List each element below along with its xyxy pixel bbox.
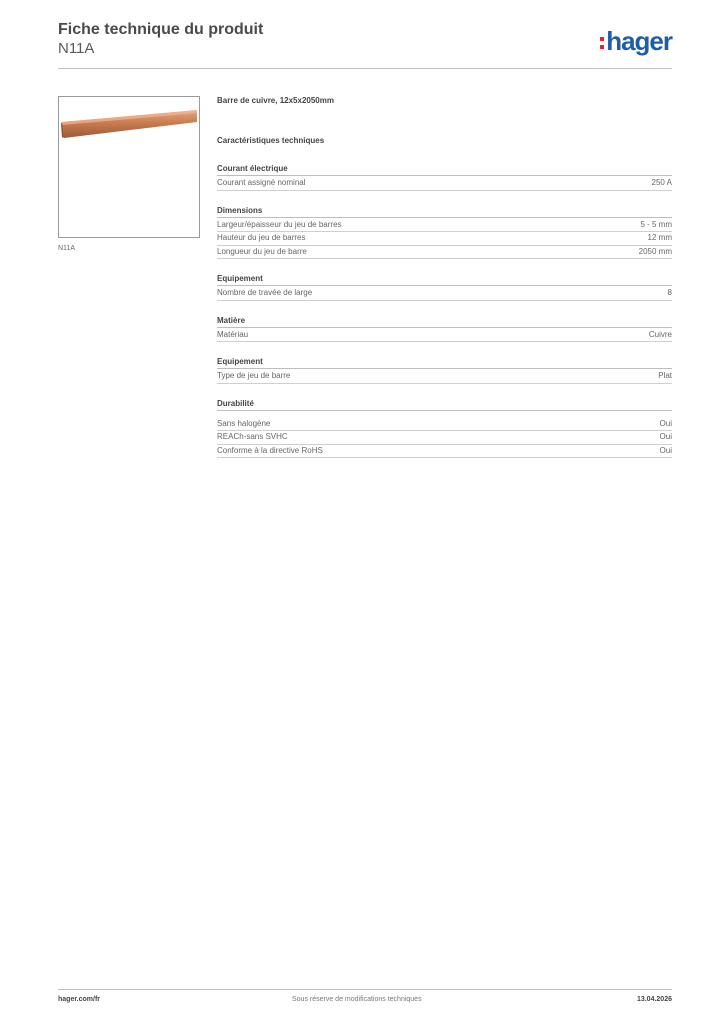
section-title: Courant électrique — [217, 163, 672, 176]
product-name: Barre de cuivre, 12x5x2050mm — [217, 96, 334, 105]
spec-value: Oui — [659, 432, 672, 441]
section-title: Dimensions — [217, 205, 672, 218]
footer-website-link[interactable]: hager.com/fr — [58, 996, 101, 1003]
spec-row — [217, 287, 672, 301]
spec-value: 8 — [667, 288, 672, 297]
spec-row — [217, 329, 672, 343]
spec-label: Courant assigné nominal — [217, 178, 306, 187]
spec-section-matiere — [217, 315, 672, 343]
footer-divider — [58, 989, 672, 990]
copper-bar-icon — [59, 97, 199, 237]
section-title: Matière — [217, 315, 672, 328]
logo-colon-mark — [600, 37, 604, 49]
spec-label: Nombre de travée de large — [217, 288, 313, 297]
section-title: Equipement — [217, 273, 672, 286]
hager-logo — [600, 28, 672, 54]
spec-row — [217, 370, 672, 384]
spec-value: Cuivre — [648, 329, 672, 339]
section-title: Equipement — [217, 356, 672, 369]
spec-label: Type de jeu de barre — [217, 371, 291, 380]
spec-value: 250 A — [651, 178, 672, 187]
spec-label: Conforme à la directive RoHS — [217, 445, 323, 455]
footer-date: 13.04.2026 — [636, 996, 672, 1003]
spec-row — [217, 418, 672, 432]
spec-row — [217, 219, 672, 233]
section-title: Durabilité — [217, 398, 672, 411]
tech-specs-heading: Caractéristiques techniques — [217, 136, 325, 145]
product-image — [58, 96, 200, 238]
spec-label: Matériau — [217, 329, 249, 339]
logo-wordmark: hager — [606, 26, 672, 56]
page-title: Fiche technique du produit — [58, 21, 264, 38]
spec-label: Largeur/épaisseur du jeu de barres — [217, 219, 342, 229]
spec-row — [217, 232, 672, 246]
spec-row — [217, 177, 672, 191]
spec-value: 12 mm — [647, 233, 672, 242]
spec-label: Sans halogène — [217, 418, 271, 428]
header-divider — [58, 68, 672, 69]
spec-section-equipement — [217, 273, 672, 301]
spec-label: REACh-sans SVHC — [217, 432, 288, 441]
spec-value: 2050 mm — [638, 246, 672, 256]
spec-section-dimensions — [217, 205, 672, 260]
spec-value: Oui — [659, 445, 672, 455]
page-header — [58, 20, 672, 58]
product-reference: N11A — [58, 40, 95, 57]
footer-notice: Sous réserve de modifications techniques — [292, 996, 422, 1003]
spec-row — [217, 246, 672, 260]
spec-value: 5 - 5 mm — [640, 219, 672, 229]
spec-label: Longueur du jeu de barre — [217, 246, 307, 256]
product-details — [217, 96, 672, 472]
spec-value: Oui — [659, 418, 672, 428]
spec-row — [217, 445, 672, 459]
image-caption: N11A — [58, 245, 75, 252]
spec-value: Plat — [658, 371, 672, 380]
spec-label: Hauteur du jeu de barres — [217, 233, 306, 242]
spec-section-courant — [217, 163, 672, 191]
spec-row — [217, 431, 672, 445]
spec-section-equipement-2 — [217, 356, 672, 384]
spec-section-durabilite — [217, 398, 672, 459]
